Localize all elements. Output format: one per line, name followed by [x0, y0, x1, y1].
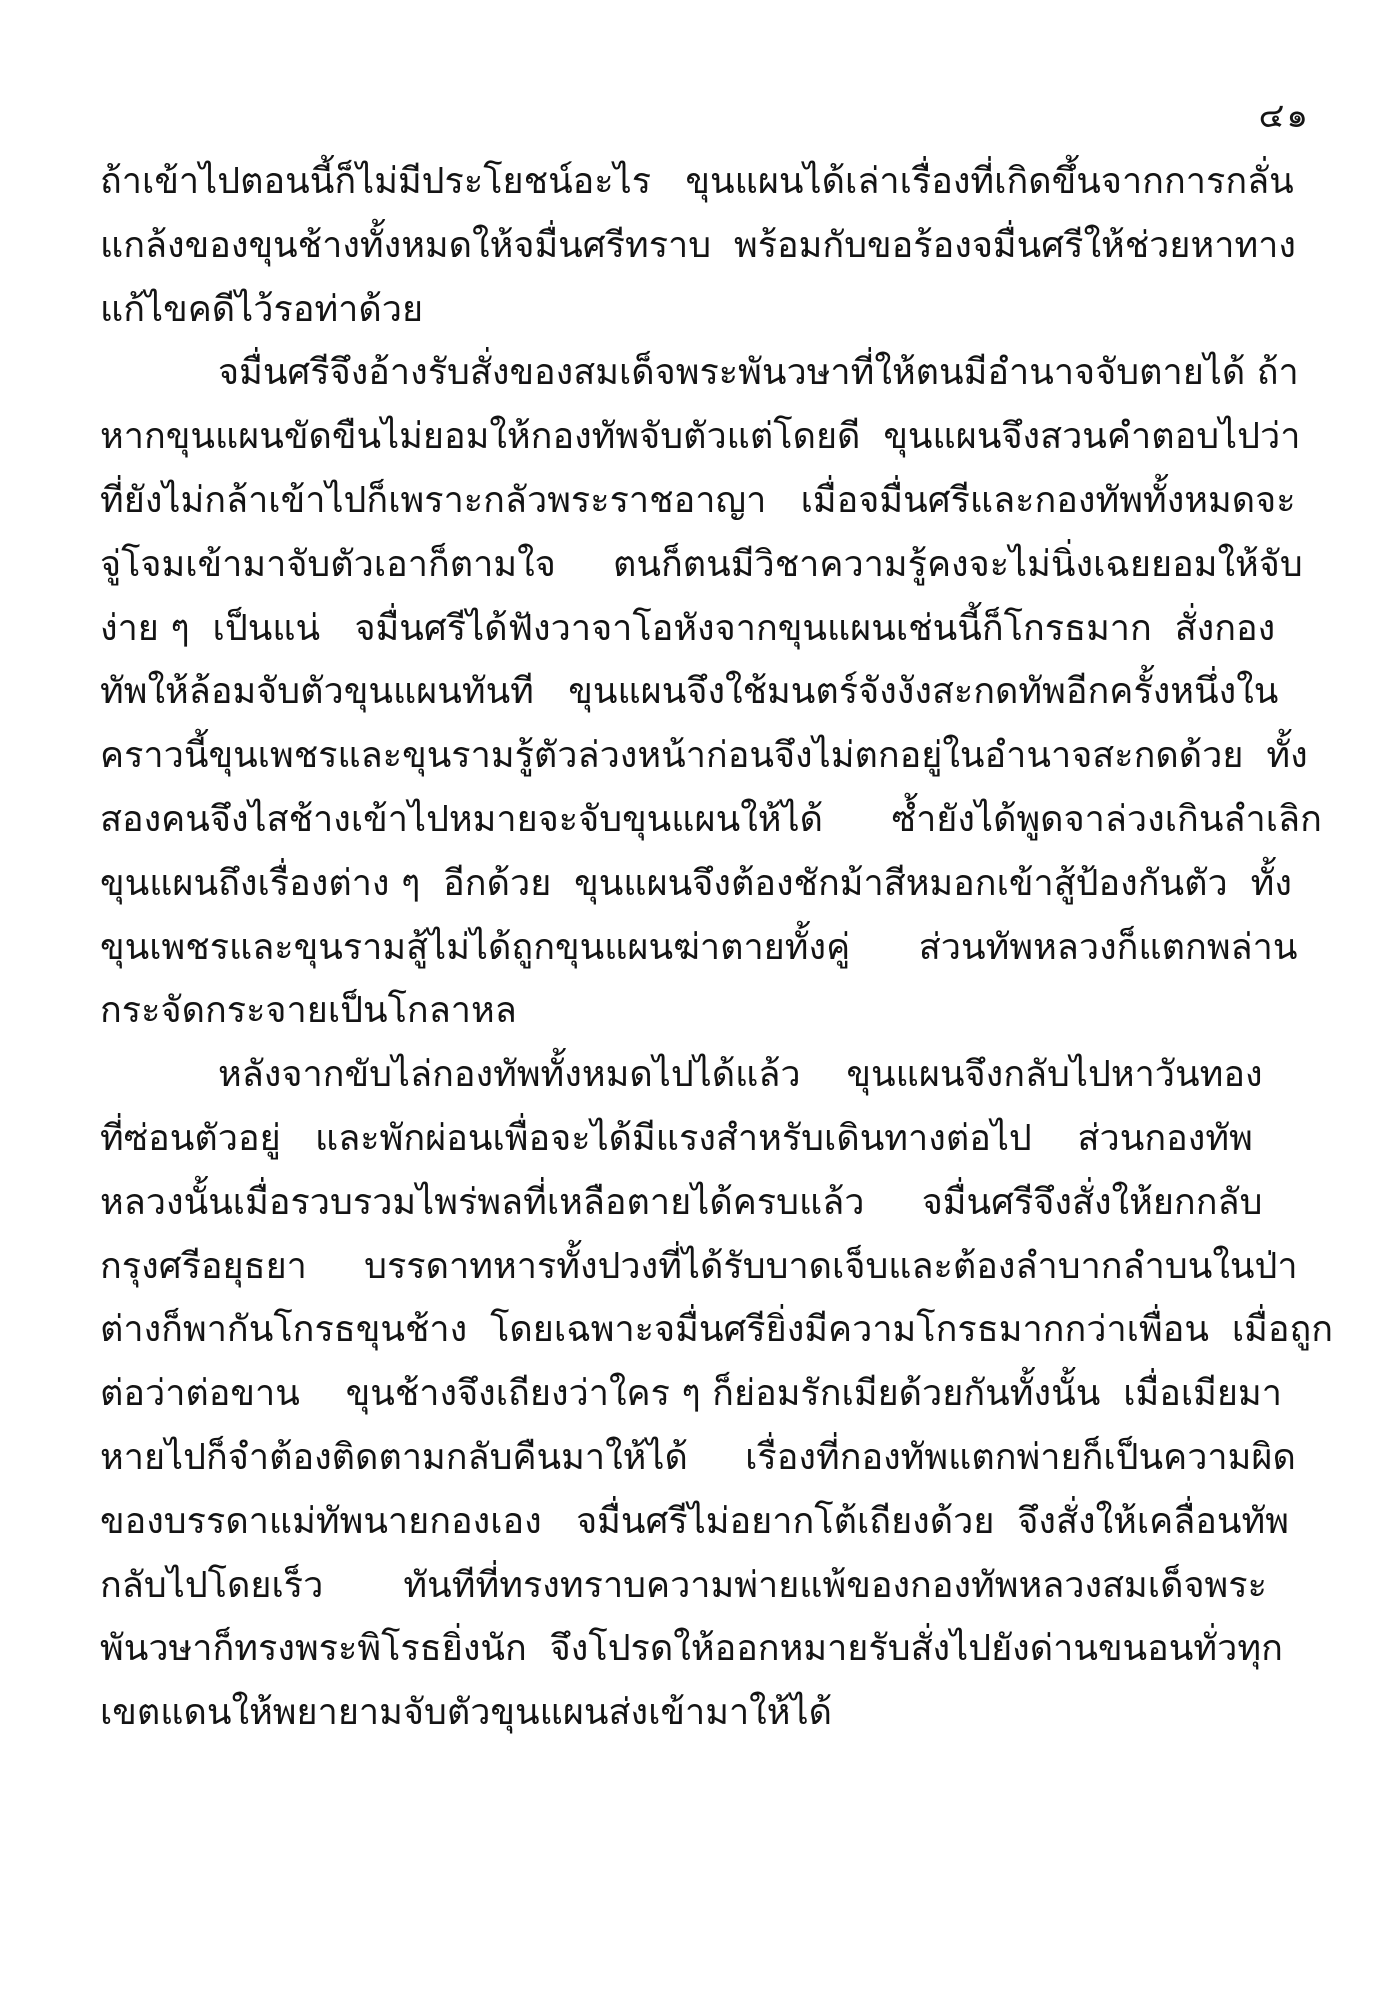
paragraph-3-line-1: หลังจากขับไล่กองทัพทั้งหมดไปได้แล้ว ขุนแผนจึงกลับไปหาวันทอง [218, 1054, 1263, 1096]
body-text [100, 150, 1334, 1745]
paragraph-2-line-8: สองคนจึงไสช้างเข้าไปหมายจะจับขุนแผนให้ได้ ซ้ำยังได้พูดจาล่วงเกินลำเลิก [100, 798, 1322, 840]
page-number: ๔๑ [1258, 96, 1310, 136]
paragraph-3-line-4: กรุงศรีอยุธยา บรรดาทหารทั้งปวงที่ได้รับบาดเจ็บและต้องลำบากลำบนในป่า [100, 1245, 1298, 1287]
paragraph-2-line-5: ง่าย ๆ เป็นแน่ จมื่นศรีได้ฟังวาจาโอหังจากขุนแผนเช่นนี้ก็โกรธมาก สั่งกอง [100, 607, 1276, 649]
paragraph-2-line-6: ทัพให้ล้อมจับตัวขุนแผนทันที ขุนแผนจึงใช้มนตร์จังงังสะกดทัพอีกครั้งหนึ่งใน [100, 671, 1279, 713]
paragraph-3-line-6: ต่อว่าต่อขาน ขุนช้างจึงเถียงว่าใคร ๆ ก็ย่อมรักเมียด้วยกันทั้งนั้น เมื่อเมียมา [100, 1373, 1282, 1415]
paragraph-3-line-11: เขตแดนให้พยายามจับตัวขุนแผนส่งเข้ามาให้ได้ [100, 1692, 832, 1734]
paragraph-2-line-4: จู่โจมเข้ามาจับตัวเอาก็ตามใจ ตนก็ตนมีวิชาความรู้คงจะไม่นิ่งเฉยยอมให้จับ [100, 543, 1303, 585]
paragraph-2-line-1: จมื่นศรีจึงอ้างรับสั่งของสมเด็จพระพันวษาที่ให้ตนมีอำนาจจับตายได้ ถ้า [218, 352, 1299, 394]
paragraph-1-line-3: แก้ไขคดีไว้รอท่าด้วย [100, 288, 424, 330]
paragraph-2-line-7: คราวนี้ขุนเพชรและขุนรามรู้ตัวล่วงหน้าก่อนจึงไม่ตกอยู่ในอำนาจสะกดด้วย ทั้ง [100, 735, 1308, 777]
paragraph-3-line-2: ที่ซ่อนตัวอยู่ และพักผ่อนเพื่อจะได้มีแรงสำหรับเดินทางต่อไป ส่วนกองทัพ [100, 1117, 1253, 1159]
paragraph-1-line-1: ถ้าเข้าไปตอนนี้ก็ไม่มีประโยชน์อะไร ขุนแผนได้เล่าเรื่องที่เกิดขึ้นจากการกลั่น [100, 161, 1294, 202]
paragraph-3-line-10: พันวษาก็ทรงพระพิโรธยิ่งนัก จึงโปรดให้ออกหมายรับสั่งไปยังด่านขนอนทั่วทุก [100, 1628, 1283, 1670]
paragraph-3-line-3: หลวงนั้นเมื่อรวบรวมไพร่พลที่เหลือตายได้ครบแล้ว จมื่นศรีจึงสั่งให้ยกกลับ [100, 1181, 1263, 1223]
paragraph-3-line-7: หายไปก็จำต้องติดตามกลับคืนมาให้ได้ เรื่องที่กองทัพแตกพ่ายก็เป็นความผิด [100, 1436, 1296, 1478]
paragraph-1-line-2: แกล้งของขุนช้างทั้งหมดให้จมื่นศรีทราบ พร้อมกับขอร้องจมื่นศรีให้ช่วยหาทาง [100, 224, 1296, 266]
paragraph-3-line-9: กลับไปโดยเร็ว ทันทีที่ทรงทราบความพ่ายแพ้ของกองทัพหลวงสมเด็จพระ [100, 1564, 1267, 1606]
paragraph-2-line-9: ขุนแผนถึงเรื่องต่าง ๆ อีกด้วย ขุนแผนจึงต้องชักม้าสีหมอกเข้าสู้ป้องกันตัว ทั้ง [100, 862, 1292, 904]
paragraph-2-line-10: ขุนเพชรและขุนรามสู้ไม่ได้ถูกขุนแผนฆ่าตายทั้งคู่ ส่วนทัพหลวงก็แตกพล่าน [100, 926, 1298, 968]
paragraph-3-line-5: ต่างก็พากันโกรธขุนช้าง โดยเฉพาะจมื่นศรียิ่งมีความโกรธมากกว่าเพื่อน เมื่อถูก [100, 1309, 1334, 1351]
paragraph-2-line-2: หากขุนแผนขัดขืนไม่ยอมให้กองทัพจับตัวแต่โดยดี ขุนแผนจึงสวนคำตอบไปว่า [100, 416, 1301, 458]
paragraph-3-line-8: ของบรรดาแม่ทัพนายกองเอง จมื่นศรีไม่อยากโต้เถียงด้วย จึงสั่งให้เคลื่อนทัพ [100, 1500, 1289, 1542]
paragraph-2-line-3: ที่ยังไม่กล้าเข้าไปก็เพราะกลัวพระราชอาญา เมื่อจมื่นศรีและกองทัพทั้งหมดจะ [100, 479, 1296, 521]
paragraph-2-line-11: กระจัดกระจายเป็นโกลาหล [100, 990, 517, 1032]
